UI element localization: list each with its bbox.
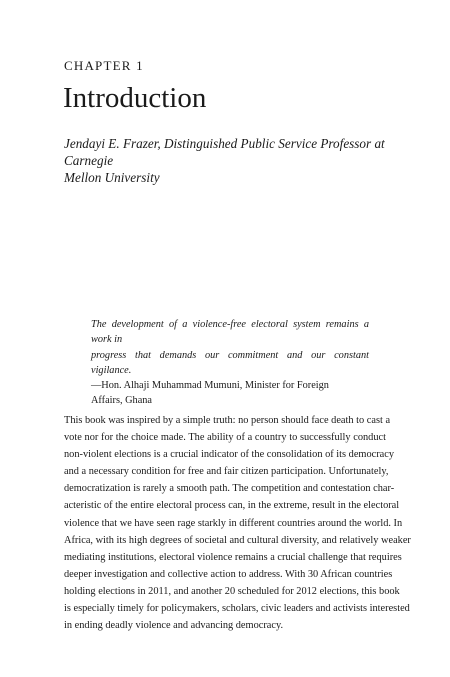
chapter-title: Introduction: [63, 82, 207, 114]
body-line: and a necessary condition for free and fair citizen participation. Unfortunately,: [64, 466, 389, 478]
body-line: in ending deadly violence and advancing democracy.: [64, 620, 284, 632]
body-line: This book was inspired by a simple truth: no person should face death to cast a: [64, 415, 391, 426]
body-line: holding elections in 2011, and another 20 scheduled for 2012 elections, this book: [64, 585, 400, 597]
body-paragraph: [64, 412, 411, 634]
author-line: Mellon University: [64, 170, 160, 185]
author-byline: [64, 135, 394, 186]
chapter-number: CHAPTER 1: [64, 58, 144, 73]
body-line: deeper investigation and collective action to address. With 30 African countries: [64, 568, 393, 580]
body-line: is especially timely for policymakers, scholars, civic leaders and activists interested: [64, 603, 410, 615]
body-line: democratization is rarely a smooth path. The competition and contestation char-: [64, 483, 395, 495]
epigraph-attribution-line: —Hon. Alhaji Muhammad Mumuni, Minister for Foreign: [91, 380, 329, 392]
body-line: vote nor for the choice made. The ability of a country to successfully conduct: [64, 432, 386, 444]
body-line: acteristic of the entire electoral process can, in the extreme, result in the electoral: [64, 500, 400, 512]
author-line: Jendayi E. Frazer, Distinguished Public Service Professor at Carnegie: [64, 136, 385, 168]
epigraph: [91, 317, 369, 409]
body-line: non-violent elections is a crucial indicator of the consolidation of its democracy: [64, 449, 395, 461]
epigraph-attribution-line: Affairs, Ghana: [91, 395, 152, 407]
body-line: Africa, with its high degrees of societal and cultural diversity, and relatively weaker: [64, 534, 411, 546]
epigraph-quote-line: progress that demands our commitment and our constant vigilance.: [91, 349, 369, 376]
body-line: mediating institutions, electoral violence remains a crucial challenge that requires: [64, 551, 402, 563]
body-line: violence that we have seen rage starkly in different countries around the world. In: [64, 517, 403, 529]
epigraph-quote-line: The development of a violence-free electoral system remains a work in: [91, 319, 369, 346]
